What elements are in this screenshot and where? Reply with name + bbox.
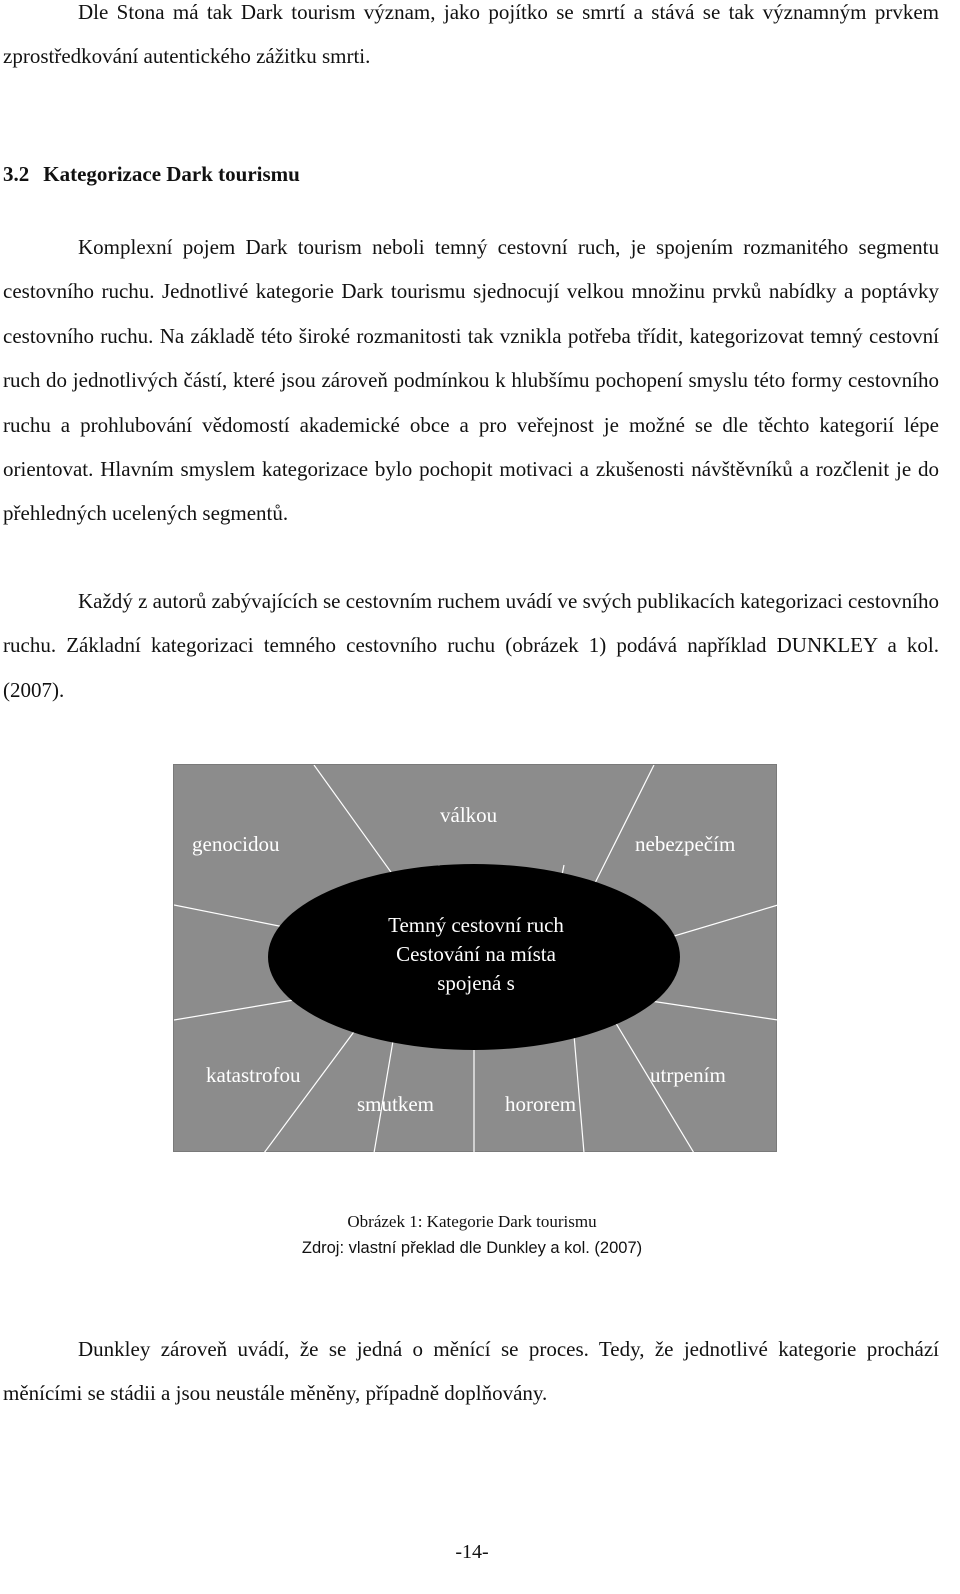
section-title: Kategorizace Dark tourismu — [43, 162, 300, 186]
dark-tourism-categories-figure — [173, 764, 777, 1152]
paragraph-authors: Každý z autorů zabývajících se cestovním ruchem uvádí ve svých publikacích kategorizaci cestovního ruchu. Základní kategorizaci temného cestovního ruchu (obrázek 1) podává například DUNKLEY a kol. (2007). — [3, 589, 939, 702]
label-katastrofou: katastrofou — [206, 1063, 301, 1087]
label-valkou: válkou — [440, 803, 498, 827]
label-genocidou: genocidou — [192, 832, 280, 856]
figure-source: Zdroj: vlastní překlad dle Dunkley a kol. (2007) — [301, 1239, 643, 1257]
center-line-2: Cestování na místa — [396, 942, 556, 966]
paragraph-categorization: Komplexní pojem Dark tourism neboli temný cestovní ruch, je spojením rozmanitého segmentu cestovního ruchu. Jednotlivé kategorie Dark tourismu sjednocují velkou množinu prvků nabídky a poptávky cestovního ruchu. Na základě této široké rozmanitosti tak vznikla potřeba třídit, kategorizovat temný cestovní ruch do jednotlivých částí, které jsou zároveň podmínkou k hlubšímu pochopení smyslu této formy cestovního ruchu a prohlubování vědomostí akademické obce a pro veřejnost je možné se dle těchto kategorií lépe orientovat. Hlavním smyslem kategorizace bylo pochopit motivaci a zkušenosti návštěvníků a rozčlenit je do přehledných ucelených segmentů. — [3, 235, 939, 526]
label-nebezpecim: nebezpečím — [635, 832, 736, 856]
paragraph-dunkley: Dunkley zároveň uvádí, že se jedná o měnící se proces. Tedy, že jednotlivé kategorie prochází měnícími se stádii a jsou neustále měněny, případně doplňovány. — [3, 1337, 939, 1406]
center-text — [304, 911, 648, 998]
divider-line — [594, 765, 654, 885]
label-utrpenim: utrpením — [650, 1063, 726, 1087]
section-heading — [3, 152, 300, 196]
intro-paragraph: Dle Stona má tak Dark tourism význam, jako pojítko se smrtí a stává se tak významným prvkem zprostředkování autentického zážitku smrti. — [3, 0, 939, 69]
label-smutkem: smutkem — [357, 1092, 434, 1116]
label-hororem: hororem — [505, 1092, 577, 1116]
section-number: 3.2 — [3, 162, 30, 186]
figure-caption: Obrázek 1: Kategorie Dark tourismu — [347, 1212, 597, 1231]
center-line-3: spojená s — [437, 971, 515, 995]
center-line-1: Temný cestovní ruch — [388, 913, 564, 937]
divider-line — [644, 1000, 778, 1020]
divider-line — [264, 1025, 359, 1153]
page-number: -14- — [455, 1541, 489, 1563]
